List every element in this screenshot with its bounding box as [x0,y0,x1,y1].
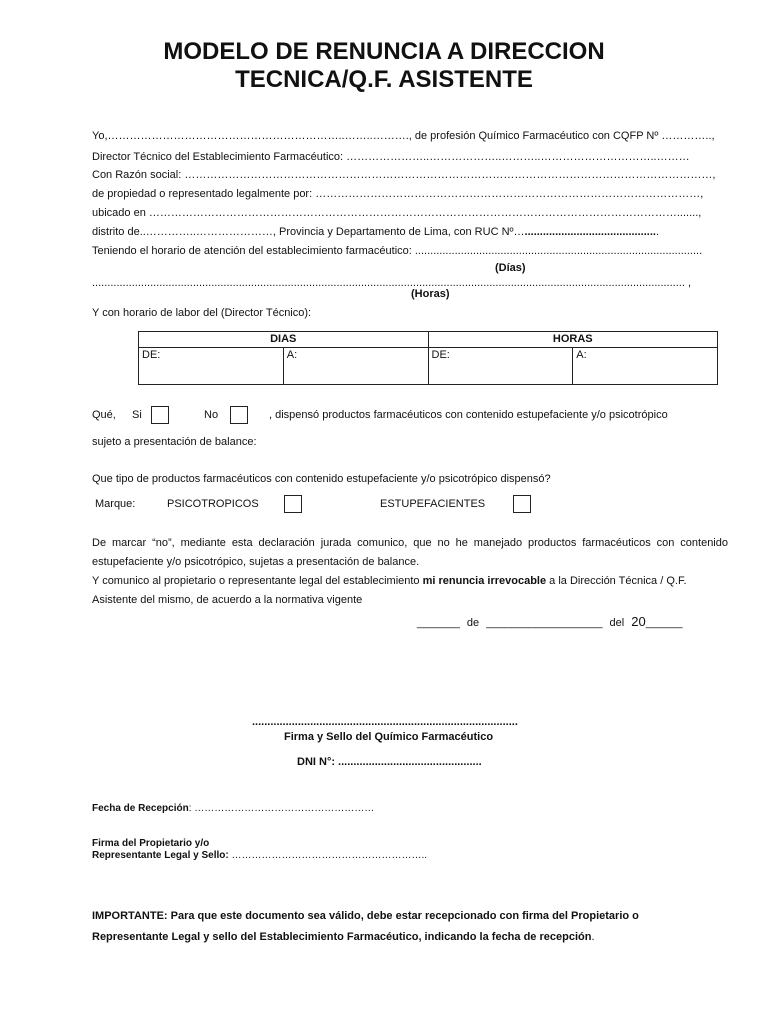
director-line[interactable]: Director Técnico del Establecimiento Farmacéutico: …………………..………………..………..…………………………..……… [92,151,690,163]
question1-text: , dispensó productos farmacéuticos con contenido estupefaciente y/o psicotrópico [269,409,668,421]
distrito-text: distrito de..…………..…………………, Provincia y Departamento de Lima, con RUC Nº… [92,226,525,238]
dias-de-cell[interactable]: DE: [139,348,284,385]
table-header-horas: HORAS [428,332,718,348]
table-header-dias: DIAS [139,332,429,348]
question1-line2: sujeto a presentación de balance: [92,436,257,448]
renuncia-irrevocable: mi renuncia irrevocable [422,575,547,587]
dni-line[interactable]: DNI N°: ............................................... [297,756,482,768]
razon-social-line[interactable]: Con Razón social: ………………………………………………………………………………………………………………………………, [92,169,716,181]
horario-atencion-line[interactable]: Teniendo el horario de atención del establecimiento farmacéutico: .............................................................................................. [92,245,703,257]
psicotropicos-label: PSICOTROPICOS [167,498,259,510]
important-line2-text: Representante Legal y sello del Establecimiento Farmacéutico, indicando la fecha de recepción [92,931,592,943]
propiedad-line[interactable]: de propiedad o representado legalmente por: ……………………………………………………………………………………………, [92,188,704,200]
ubicado-line[interactable]: ubicado en ………………………………………………………………………………………………………………………………......., [92,207,702,219]
horas-a-cell[interactable]: A: [573,348,718,385]
signature-label: Firma y Sello del Químico Farmacéutico [284,731,494,743]
estupefacientes-label: ESTUPEFACIENTES [380,498,486,510]
declaration-line1: De marcar “no”, mediante esta declaración jurada comunico, que no he manejado productos farmacéuticos con contenido [92,537,728,549]
important-line1: IMPORTANTE: Para que este documento sea válido, debe estar recepcionado con firma del Propietario o [92,910,639,922]
firma-propietario-label-line1: Firma del Propietario y/o [92,838,210,849]
document-title-line1: MODELO DE RENUNCIA A DIRECCION [163,38,605,65]
distrito-end: . [655,226,660,238]
no-checkbox[interactable] [230,406,248,424]
declaration-line3-start: Y comunico al propietario o representante legal del establecimiento [92,575,423,587]
distrito-line[interactable] [92,225,728,239]
estupefacientes-checkbox[interactable] [513,495,531,513]
question2-text: Que tipo de productos farmacéuticos con contenido estupefaciente y/o psicotrópico dispensó? [92,473,551,485]
horas-de-cell[interactable]: DE: [428,348,573,385]
declaration-line2: estupefaciente y/o psicotrópico, sujetas a presentación de balance. [92,556,420,568]
fecha-recepcion-label: Fecha de Recepción [92,803,189,814]
firma-propietario-dots[interactable]: ………………………………………………….. [228,850,428,861]
si-checkbox[interactable] [151,406,169,424]
declaration-line4: Asistente del mismo, de acuerdo a la normativa vigente [92,594,363,606]
important-line2-end: . [591,931,595,943]
date-de-label: de [466,617,480,629]
schedule-table [138,331,718,385]
marque-label: Marque: [95,498,136,510]
date-year-prefix: 20 [631,614,646,629]
fecha-recepcion-dots[interactable]: : ……………………………………………… [188,803,375,814]
horario-dots-line[interactable]: .................................................................................................................................................................................................. , [92,277,692,289]
date-month-blank[interactable]: ___________________ [486,617,603,629]
dias-label: (Días) [495,262,526,274]
yo-line[interactable]: Yo,………………………………………………………..……..………., de profesión Químico Farmacéutico con CQFP Nº ………….., [92,130,715,142]
important-line2 [92,931,595,943]
declaration-line3 [92,574,728,588]
psicotropicos-checkbox[interactable] [284,495,302,513]
date-year-blank[interactable]: ______ [645,617,683,629]
firma-propietario-line[interactable] [92,850,427,861]
document-title-line2: TECNICA/Q.F. ASISTENTE [235,66,533,93]
firma-propietario-label-line2: Representante Legal y Sello: [92,850,229,861]
horas-label: (Horas) [411,288,450,300]
si-label: Si [132,409,142,421]
date-del-label: del [609,617,625,629]
que-label: Qué, [92,409,116,421]
declaration-line3-end: a la Dirección Técnica / Q.F. [546,575,687,587]
date-line[interactable] [417,614,682,629]
date-day-blank[interactable]: _______ [417,617,460,629]
fecha-recepcion-line[interactable] [92,803,374,814]
horario-labor-line: Y con horario de labor del (Director Técnico): [92,307,312,319]
dias-a-cell[interactable]: A: [283,348,428,385]
no-label: No [204,409,219,421]
ruc-dots[interactable]: ........................................... [524,226,656,238]
signature-line[interactable]: ....................................................................................... [252,716,518,728]
